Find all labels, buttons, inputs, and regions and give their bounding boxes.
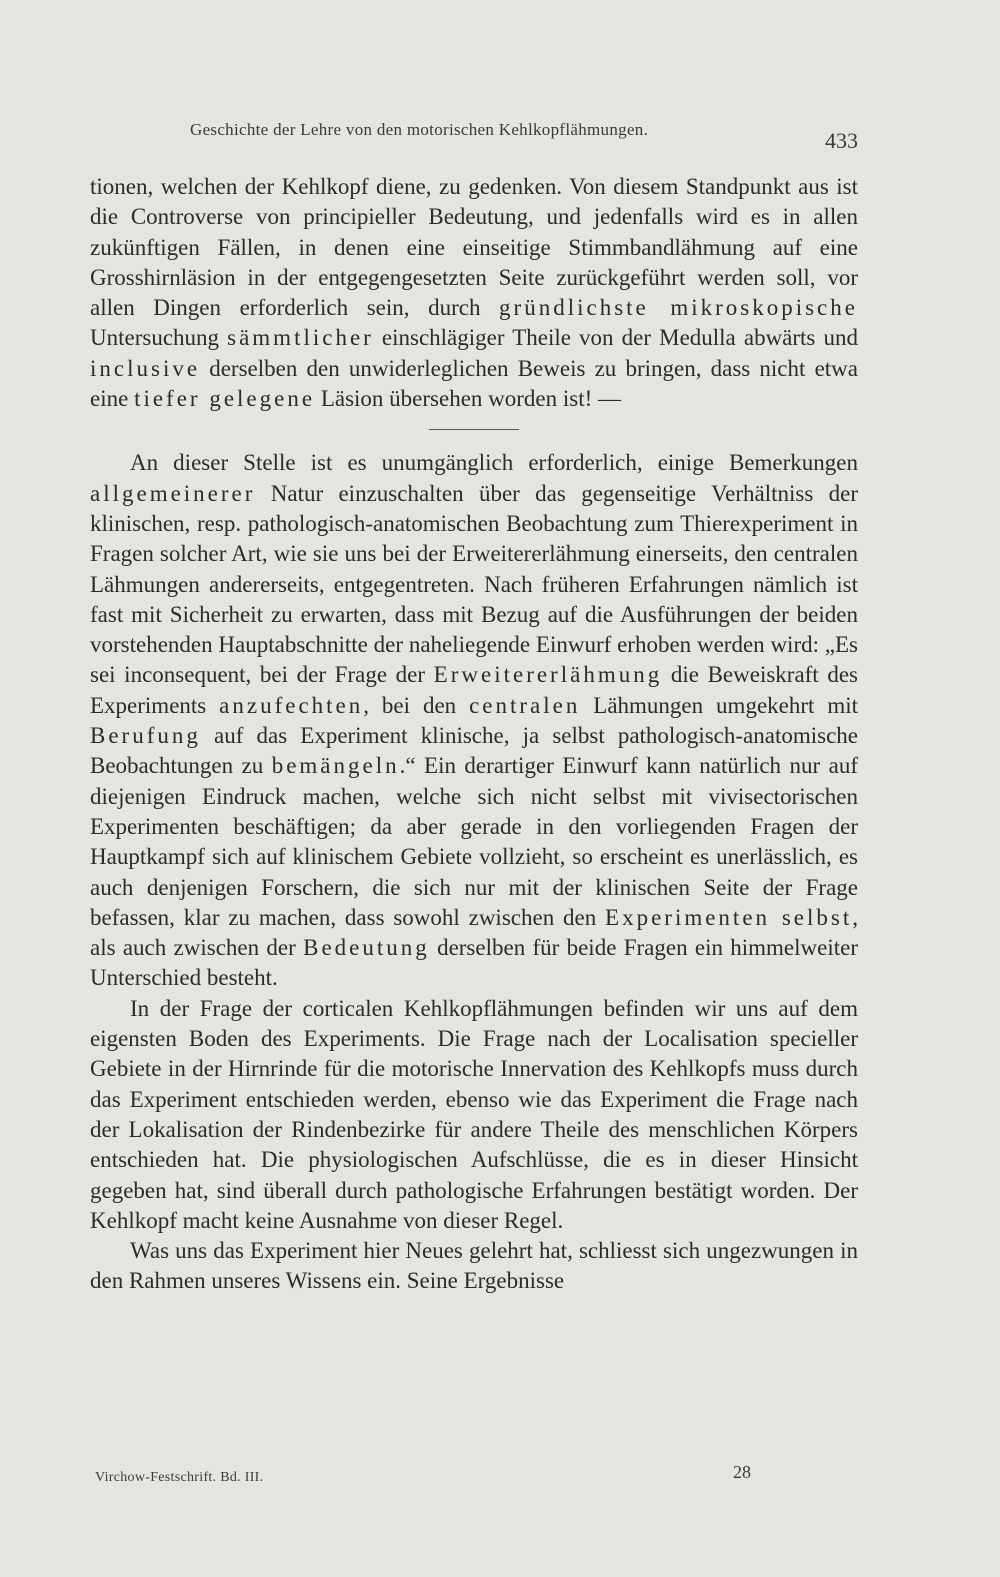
text-run: , als auch zwischen der <box>90 904 858 961</box>
text-run: Lähmungen umgekehrt mit <box>580 692 858 718</box>
spaced-emphasis: Berufung <box>90 723 201 749</box>
spaced-emphasis: gründlichste mikroskopische <box>499 295 858 321</box>
page-number: 433 <box>825 128 858 153</box>
spaced-emphasis: centralen <box>469 692 581 718</box>
paragraph-4: Was uns das Experiment hier Neues gelehrt hat, schliesst sich ungezwungen in den Rahmen unseres Wissens ein. Seine Ergebnisse <box>90 1238 858 1294</box>
spaced-emphasis: anzufechten <box>219 692 364 718</box>
spaced-emphasis: Experimenten selbst <box>605 904 853 930</box>
section-divider <box>429 429 519 430</box>
text-run: An dieser Stelle ist es unumgänglich erforderlich, einige Bemerkungen <box>130 450 858 476</box>
signature-line: Virchow-Festschrift. Bd. III. <box>95 1470 264 1485</box>
paragraph-3: In der Frage der corticalen Kehlkopflähmungen befinden wir uns auf dem eigensten Boden des Experiments. Die Frage nach der Localisation specieller Gebiete in der Hirnrinde für die motorische Innervation des Kehlkopfs muss durch das Experiment entschieden werden, ebenso wie das Experiment die Frage nach der Lokalisation der Rindenbezirke für andere Theile des menschlichen Körpers entschieden hat. Die physiologischen Aufschlüsse, die es in dieser Hinsicht gegeben hat, sind überall durch pathologische Erfahrungen bestätigt worden. Der Kehlkopf macht keine Ausnahme von dieser Regel. <box>90 995 858 1233</box>
spaced-emphasis: allgemeinerer <box>90 480 256 506</box>
text-run: einschlägiger Theile von der Medulla abwärts und <box>373 325 858 351</box>
text-run: derselben für beide Fragen ein himmelweiter Unterschied besteht. <box>90 935 858 991</box>
text-run: die Beweiskraft des Experiments <box>90 662 858 718</box>
paragraph-1 <box>90 172 858 414</box>
spaced-emphasis: tiefer gelegene <box>134 386 316 412</box>
text-run: Natur einzuschalten über das gegenseitige Verhältniss der klinischen, resp. pathologisch-anatomischen Beobachtung zum Thierexperiment in Fragen solcher Art, wie sie uns bei der Erweitererlähmung einerseits, den centralen Lähmungen andererseits, entgegentreten. Nach früheren Erfahrungen nämlich ist fast mit Sicherheit zu erwarten, dass mit Bezug auf die Ausführungen der beiden vorstehenden Hauptabschnitte der naheliegende Einwurf erhoben werden wird: „Es sei inconsequent, bei der Frage der <box>90 480 858 688</box>
paragraph-2 <box>90 448 858 993</box>
text-run: auf das Experiment klinische, ja selbst pathologisch-anatomische Beobachtungen zu <box>90 723 858 779</box>
text-run: , bei den <box>363 692 470 718</box>
text-run: .“ Ein derartiger Einwurf kann natürlich nur auf diejenigen Eindruck machen, welche sich nicht selbst mit vivisectorischen Experimenten beschäftigen; da aber gerade in den vorliegenden Fragen der Hauptkampf sich auf klinischem Gebiete vollzieht, so erscheint es unerlässlich, es auch denjenigen Forschern, die sich nur mit der klinischen Seite der Frage befassen, klar zu machen, dass sowohl zwischen den <box>90 753 858 930</box>
spaced-emphasis: bemängeln <box>271 753 400 779</box>
spaced-emphasis: inclusive <box>90 355 201 381</box>
spaced-emphasis: Bedeutung <box>303 935 430 961</box>
text-run: tionen, welchen der Kehlkopf diene, zu gedenken. Von diesem Standpunkt aus ist die Controverse von principieller Bedeutung, und jedenfalls wird es in allen zukünftigen Fällen, in denen eine einseitige Stimmbandlähmung auf eine Grosshirnläsion in der entgegengesetzten Seite zurückgeführt werden soll, vor allen Dingen erforderlich sein, durch <box>90 174 858 321</box>
text-run: Untersuchung <box>90 325 228 351</box>
running-head: Geschichte der Lehre von den motorischen Kehlkopflähmungen. <box>190 120 649 139</box>
body-text <box>90 172 858 1297</box>
text-run: derselben den unwiderleglichen Beweis zu bringen, dass nicht etwa eine <box>90 355 858 412</box>
spaced-emphasis: sämmtlicher <box>227 325 374 351</box>
text-run: Läsion übersehen worden ist! — <box>315 386 622 412</box>
sheet-number: 28 <box>733 1462 751 1482</box>
spaced-emphasis: Erweitererlähmung <box>433 662 663 688</box>
